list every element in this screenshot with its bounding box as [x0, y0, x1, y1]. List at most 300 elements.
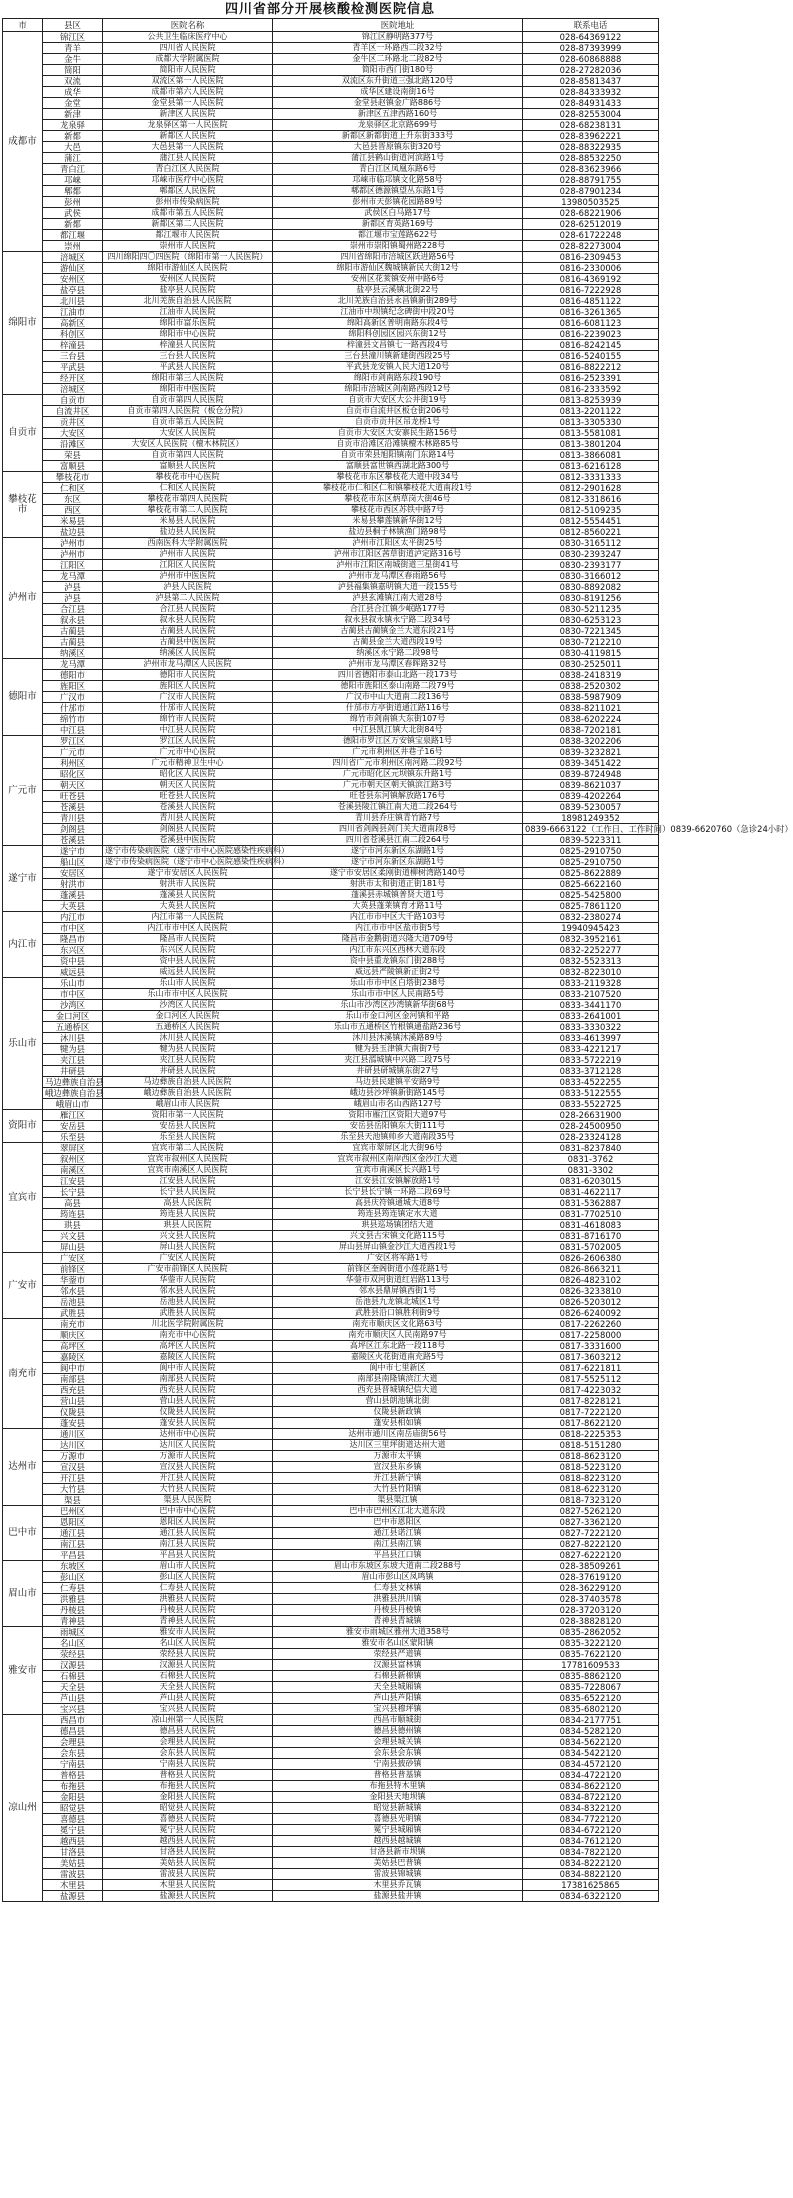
address-cell: 蓬安县相如镇 — [273, 1418, 523, 1429]
phone-cell: 0833-4522255 — [523, 1077, 659, 1088]
district-cell: 雨城区 — [43, 1627, 103, 1638]
hospital-cell: 开江县人民医院 — [103, 1473, 273, 1484]
table-row — [3, 296, 659, 307]
address-cell: 富顺县富世镇西湖北路300号 — [273, 461, 523, 472]
address-cell: 遂宁市河东新区东湖路1号 — [273, 846, 523, 857]
table-row — [3, 263, 659, 274]
table-row — [3, 1770, 659, 1781]
table-row — [3, 1176, 659, 1187]
district-cell: 昭化区 — [43, 769, 103, 780]
district-cell: 安州区 — [43, 274, 103, 285]
phone-cell: 0834-8822120 — [523, 1869, 659, 1880]
district-cell: 青川县 — [43, 813, 103, 824]
table-row — [3, 1165, 659, 1176]
phone-cell: 0833-4221217 — [523, 1044, 659, 1055]
district-cell: 昭觉县 — [43, 1803, 103, 1814]
hospital-cell: 宣汉县人民医院 — [103, 1462, 273, 1473]
table-row — [3, 758, 659, 769]
phone-cell: 0827-5262120 — [523, 1506, 659, 1517]
address-cell: 三台县潼川镇新建街西段25号 — [273, 351, 523, 362]
district-cell: 泸州市 — [43, 549, 103, 560]
address-cell: 武侯区白马路17号 — [273, 208, 523, 219]
district-cell: 长宁县 — [43, 1187, 103, 1198]
district-cell: 南江县 — [43, 1539, 103, 1550]
address-cell: 泸州市江阳区南城街道三星街41号 — [273, 560, 523, 571]
district-cell: 内江市 — [43, 912, 103, 923]
table-row — [3, 1825, 659, 1836]
table-row — [3, 1539, 659, 1550]
table-row — [3, 1638, 659, 1649]
city-cell: 攀枝花市 — [3, 472, 43, 538]
table-row — [3, 1671, 659, 1682]
address-cell: 平武县龙安镇人民大道120号 — [273, 362, 523, 373]
table-row — [3, 1715, 659, 1726]
hospital-cell: 成都大学附属医院 — [103, 54, 273, 65]
address-cell: 绵竹市剑南镇大东街107号 — [273, 714, 523, 725]
phone-cell: 0834-4722120 — [523, 1770, 659, 1781]
district-cell: 隆昌市 — [43, 934, 103, 945]
address-cell: 甘洛县新市坝镇 — [273, 1847, 523, 1858]
table-row — [3, 1374, 659, 1385]
address-cell: 什邡市方亭街道通江路116号 — [273, 703, 523, 714]
district-cell: 市中区 — [43, 989, 103, 1000]
address-cell: 峨眉山市名山西路127号 — [273, 1099, 523, 1110]
phone-cell: 0818-7323120 — [523, 1495, 659, 1506]
district-cell: 恩阳区 — [43, 1517, 103, 1528]
address-cell: 昭觉县新城镇 — [273, 1803, 523, 1814]
address-cell: 内江市市中区盐市街5号 — [273, 923, 523, 934]
phone-cell: 028-68221906 — [523, 208, 659, 219]
district-cell: 青羊 — [43, 43, 103, 54]
hospital-cell: 都江堰市人民医院 — [103, 230, 273, 241]
address-cell: 金阳县天地坝镇 — [273, 1792, 523, 1803]
address-cell: 西昌市顺城街 — [273, 1715, 523, 1726]
district-cell: 龙马潭 — [43, 571, 103, 582]
district-cell: 西区 — [43, 505, 103, 516]
phone-cell: 0830-7221345 — [523, 626, 659, 637]
phone-cell: 0816-2309453 — [523, 252, 659, 263]
address-cell: 攀枝花市东区攀枝花大道中段34号 — [273, 472, 523, 483]
phone-cell: 0830-8892082 — [523, 582, 659, 593]
table-row — [3, 934, 659, 945]
hospital-cell: 昭觉县人民医院 — [103, 1803, 273, 1814]
address-cell: 南充市顺庆区文化路63号 — [273, 1319, 523, 1330]
phone-cell: 0833-2119328 — [523, 978, 659, 989]
phone-cell: 0838-6202224 — [523, 714, 659, 725]
address-cell: 雅安市雨城区雅州大道358号 — [273, 1627, 523, 1638]
hospital-cell: 平昌县人民医院 — [103, 1550, 273, 1561]
table-row — [3, 1231, 659, 1242]
district-cell: 高新区 — [43, 318, 103, 329]
address-cell: 泸州市龙马潭区春晖路32号 — [273, 659, 523, 670]
table-row — [3, 142, 659, 153]
phone-cell: 0813-3305330 — [523, 417, 659, 428]
phone-cell: 0839-8724948 — [523, 769, 659, 780]
district-cell: 武侯 — [43, 208, 103, 219]
table-row — [3, 802, 659, 813]
hospital-cell: 仁和区人民医院 — [103, 483, 273, 494]
table-row — [3, 43, 659, 54]
address-cell: 乐山市市中区白塔街238号 — [273, 978, 523, 989]
address-cell: 绵阳市游仙区魏城镇新民大街12号 — [273, 263, 523, 274]
address-cell: 新都区育英路169号 — [273, 219, 523, 230]
phone-cell: 0834-7722120 — [523, 1814, 659, 1825]
table-row — [3, 1363, 659, 1374]
phone-cell: 0834-8222120 — [523, 1858, 659, 1869]
phone-cell: 0839-3232821 — [523, 747, 659, 758]
phone-cell: 0816-2333592 — [523, 384, 659, 395]
address-cell: 汉源县富林镇 — [273, 1660, 523, 1671]
district-cell: 兴文县 — [43, 1231, 103, 1242]
phone-cell: 0813-6216128 — [523, 461, 659, 472]
address-cell: 平昌县江口镇 — [273, 1550, 523, 1561]
hospital-cell: 自贡市第四人民医院（板仓分院） — [103, 406, 273, 417]
phone-cell: 0835-7622120 — [523, 1649, 659, 1660]
phone-cell: 028-84333932 — [523, 87, 659, 98]
table-row — [3, 1561, 659, 1572]
district-cell: 珙县 — [43, 1220, 103, 1231]
hospital-cell: 甘洛县人民医院 — [103, 1847, 273, 1858]
phone-cell: 0831-5702005 — [523, 1242, 659, 1253]
phone-cell: 028-83623966 — [523, 164, 659, 175]
phone-cell: 0830-2525011 — [523, 659, 659, 670]
city-cell: 内江市 — [3, 912, 43, 978]
hospital-cell: 彭州市传染病医院 — [103, 197, 273, 208]
address-cell: 四川省德阳市泰山北路一段173号 — [273, 670, 523, 681]
district-cell: 筠连县 — [43, 1209, 103, 1220]
phone-cell: 0827-7222120 — [523, 1528, 659, 1539]
district-cell: 南溪区 — [43, 1165, 103, 1176]
district-cell: 叙州区 — [43, 1154, 103, 1165]
hospital-cell: 江阳区人民医院 — [103, 560, 273, 571]
district-cell: 江油市 — [43, 307, 103, 318]
phone-cell: 0834-4572120 — [523, 1759, 659, 1770]
district-cell: 通川区 — [43, 1429, 103, 1440]
table-row — [3, 1385, 659, 1396]
table-row — [3, 1022, 659, 1033]
district-cell: 郫都 — [43, 186, 103, 197]
hospital-cell: 邛崃市医疗中心医院 — [103, 175, 273, 186]
phone-cell: 0833-5522725 — [523, 1099, 659, 1110]
hospital-cell: 平武县人民医院 — [103, 362, 273, 373]
hospital-cell: 马边彝族自治县人民医院 — [103, 1077, 273, 1088]
table-row — [3, 1869, 659, 1880]
phone-cell: 0826-6240092 — [523, 1308, 659, 1319]
district-cell: 达川区 — [43, 1440, 103, 1451]
phone-cell: 0830-6253123 — [523, 615, 659, 626]
hospital-cell: 犍为县人民医院 — [103, 1044, 273, 1055]
address-cell: 洪雅县洪川镇 — [273, 1594, 523, 1605]
table-row — [3, 1847, 659, 1858]
address-cell: 广元市昭化区元坝镇东升路1号 — [273, 769, 523, 780]
table-row — [3, 1066, 659, 1077]
phone-cell: 0825-7861120 — [523, 901, 659, 912]
phone-cell: 0833-2107520 — [523, 989, 659, 1000]
table-row — [3, 1462, 659, 1473]
address-cell: 前锋区奎阁街道小莲花路1号 — [273, 1264, 523, 1275]
address-cell: 邻水县鼎屏镇西街1号 — [273, 1286, 523, 1297]
hospital-cell: 珙县人民医院 — [103, 1220, 273, 1231]
address-cell: 青羊区一环路西二段32号 — [273, 43, 523, 54]
table-row — [3, 956, 659, 967]
hospital-cell: 隆昌市人民医院 — [103, 934, 273, 945]
phone-cell: 0834-5282120 — [523, 1726, 659, 1737]
table-row — [3, 1077, 659, 1088]
hospital-cell: 昭化区人民医院 — [103, 769, 273, 780]
table-row — [3, 307, 659, 318]
table-row — [3, 1319, 659, 1330]
district-cell: 新津 — [43, 109, 103, 120]
table-row — [3, 714, 659, 725]
address-cell: 苍溪县陵江镇江南大道二段264号 — [273, 802, 523, 813]
phone-cell: 028-36229120 — [523, 1583, 659, 1594]
table-row — [3, 692, 659, 703]
hospital-cell: 嘉陵区人民医院 — [103, 1352, 273, 1363]
district-cell: 广元市 — [43, 747, 103, 758]
phone-cell: 0830-2393177 — [523, 560, 659, 571]
table-row — [3, 1616, 659, 1627]
district-cell: 万源市 — [43, 1451, 103, 1462]
address-cell: 大英县蓬莱镇育才路11号 — [273, 901, 523, 912]
address-cell: 自贡市大安区大公井街19号 — [273, 395, 523, 406]
district-cell: 南部县 — [43, 1374, 103, 1385]
hospital-cell: 金阳县人民医院 — [103, 1792, 273, 1803]
phone-cell: 028-88322935 — [523, 142, 659, 153]
table-row — [3, 230, 659, 241]
hospital-cell: 会理县人民医院 — [103, 1737, 273, 1748]
address-cell: 绵阳科创园区园兴东街12号 — [273, 329, 523, 340]
table-row — [3, 98, 659, 109]
table-row — [3, 659, 659, 670]
hospital-cell: 自贡市第五人民医院 — [103, 417, 273, 428]
district-cell: 龙马潭 — [43, 659, 103, 670]
table-row — [3, 637, 659, 648]
phone-cell: 0839-4202264 — [523, 791, 659, 802]
address-cell: 渠县渠江镇 — [273, 1495, 523, 1506]
address-cell: 盐源县盐井镇 — [273, 1891, 523, 1902]
phone-cell: 0825-6622160 — [523, 879, 659, 890]
address-cell: 高坪区江东北路一段118号 — [273, 1341, 523, 1352]
district-cell: 叙永县 — [43, 615, 103, 626]
hospital-cell: 龙泉驿区第一人民医院 — [103, 120, 273, 131]
address-cell: 旺苍县东河镇解放路176号 — [273, 791, 523, 802]
hospital-cell: 宜宾市叙州区人民医院 — [103, 1154, 273, 1165]
hospital-cell: 大安区人民医院 — [103, 428, 273, 439]
district-cell: 嘉陵区 — [43, 1352, 103, 1363]
table-row — [3, 1154, 659, 1165]
city-cell: 德阳市 — [3, 659, 43, 736]
address-cell: 荥经县严道镇 — [273, 1649, 523, 1660]
address-cell: 乐山市五通桥区竹根镇通盐路236号 — [273, 1022, 523, 1033]
address-cell: 内江市市中区大千路103号 — [273, 912, 523, 923]
table-row — [3, 1495, 659, 1506]
table-row — [3, 1429, 659, 1440]
district-cell: 西昌市 — [43, 1715, 103, 1726]
district-cell: 武胜县 — [43, 1308, 103, 1319]
city-cell: 自贡市 — [3, 395, 43, 472]
table-row — [3, 340, 659, 351]
address-cell: 江安县江安镇解放路1号 — [273, 1176, 523, 1187]
phone-cell: 0826-8663211 — [523, 1264, 659, 1275]
phone-cell: 0833-4613997 — [523, 1033, 659, 1044]
hospital-cell: 通江县人民医院 — [103, 1528, 273, 1539]
table-row — [3, 1473, 659, 1484]
address-cell: 沐川县沐溪镇沐溪路89号 — [273, 1033, 523, 1044]
district-cell: 喜德县 — [43, 1814, 103, 1825]
table-row — [3, 681, 659, 692]
phone-cell: 0813-2201122 — [523, 406, 659, 417]
address-cell: 威远县严陵镇新正街2号 — [273, 967, 523, 978]
table-row — [3, 428, 659, 439]
table-row — [3, 1737, 659, 1748]
address-cell: 宜宾市翠屏区北大街96号 — [273, 1143, 523, 1154]
page-title: 四川省部分开展核酸检测医院信息 — [224, 2, 435, 17]
table-row — [3, 571, 659, 582]
district-cell: 甘洛县 — [43, 1847, 103, 1858]
address-cell: 德阳市罗江区万安镇宝泉路1号 — [273, 736, 523, 747]
phone-cell: 028-37403578 — [523, 1594, 659, 1605]
table-row — [3, 219, 659, 230]
table-row — [3, 1682, 659, 1693]
district-cell: 安居区 — [43, 868, 103, 879]
phone-cell: 0834-8322120 — [523, 1803, 659, 1814]
hospital-cell: 苍溪县中医医院 — [103, 835, 273, 846]
district-cell: 船山区 — [43, 857, 103, 868]
phone-cell: 0833-5122555 — [523, 1088, 659, 1099]
address-cell: 资阳市雁江区资阳大道97号 — [273, 1110, 523, 1121]
phone-cell: 0832-8223010 — [523, 967, 659, 978]
hospital-cell: 大安区人民医院（檀木林院区） — [103, 439, 273, 450]
district-cell: 涪城区 — [43, 252, 103, 263]
table-row — [3, 1748, 659, 1759]
hospital-cell: 筠连县人民医院 — [103, 1209, 273, 1220]
hospital-cell: 新都区人民医院 — [103, 131, 273, 142]
phone-cell: 0817-2262260 — [523, 1319, 659, 1330]
district-cell: 大竹县 — [43, 1484, 103, 1495]
district-cell: 彭州 — [43, 197, 103, 208]
hospital-cell: 乐山市市中区人民医院 — [103, 989, 273, 1000]
table-row — [3, 384, 659, 395]
city-cell: 巴中市 — [3, 1506, 43, 1561]
phone-cell: 0825-8622889 — [523, 868, 659, 879]
phone-cell: 0834-7822120 — [523, 1847, 659, 1858]
district-cell: 犍为县 — [43, 1044, 103, 1055]
address-cell: 广元市利州区井巷子16号 — [273, 747, 523, 758]
city-cell: 眉山市 — [3, 1561, 43, 1627]
district-cell: 五通桥区 — [43, 1022, 103, 1033]
district-cell: 新都 — [43, 131, 103, 142]
table-row — [3, 1759, 659, 1770]
phone-cell: 028-87393999 — [523, 43, 659, 54]
phone-cell: 0831-8237840 — [523, 1143, 659, 1154]
address-cell: 宜宾市南溪区长兴路1号 — [273, 1165, 523, 1176]
phone-cell: 0838-3202206 — [523, 736, 659, 747]
address-cell: 眉山市彭山区凤鸣镇 — [273, 1572, 523, 1583]
address-cell: 攀枝花市东区炳草岗大街46号 — [273, 494, 523, 505]
phone-cell: 0835-7228067 — [523, 1682, 659, 1693]
address-cell: 绵阳高新区普明南路东段4号 — [273, 318, 523, 329]
address-cell: 盐边县桐子林镇渔门路98号 — [273, 527, 523, 538]
phone-cell: 0839-6663122（工作日、工作时间）0839-6620760（急诊24小时） — [523, 824, 659, 835]
phone-cell: 0839-8621037 — [523, 780, 659, 791]
table-row — [3, 208, 659, 219]
address-cell: 四川省广元市利州区南河路二段92号 — [273, 758, 523, 769]
table-row — [3, 1880, 659, 1891]
district-cell: 丹棱县 — [43, 1605, 103, 1616]
address-cell: 西充县晋城镇纪信大道 — [273, 1385, 523, 1396]
phone-cell: 0816-6081123 — [523, 318, 659, 329]
district-cell: 富顺县 — [43, 461, 103, 472]
table-row — [3, 1396, 659, 1407]
address-cell: 雷波县锦城镇 — [273, 1869, 523, 1880]
district-cell: 双流 — [43, 76, 103, 87]
table-row — [3, 120, 659, 131]
table-row — [3, 725, 659, 736]
hospital-cell: 内江市市中区人民医院 — [103, 923, 273, 934]
address-cell: 锦江区静明路377号 — [273, 32, 523, 43]
table-row — [3, 1220, 659, 1231]
table-row — [3, 1726, 659, 1737]
hospital-cell: 威远县人民医院 — [103, 967, 273, 978]
hospital-cell: 广安区人民医院 — [103, 1253, 273, 1264]
address-cell: 成华区建设南街16号 — [273, 87, 523, 98]
address-cell: 雅安市名山区蒙阳镇 — [273, 1638, 523, 1649]
hospital-cell: 冕宁县人民医院 — [103, 1825, 273, 1836]
table-row — [3, 1594, 659, 1605]
table-row — [3, 472, 659, 483]
table-row — [3, 1000, 659, 1011]
address-cell: 华蓥市双河街道红岩路113号 — [273, 1275, 523, 1286]
hospital-cell: 攀枝花市第二人民医院 — [103, 505, 273, 516]
hospital-cell: 攀枝花市第四人民医院 — [103, 494, 273, 505]
table-row — [3, 1330, 659, 1341]
hospital-cell: 会东县人民医院 — [103, 1748, 273, 1759]
phone-cell: 0827-8222120 — [523, 1539, 659, 1550]
table-row — [3, 1814, 659, 1825]
table-row — [3, 604, 659, 615]
address-cell: 绵阳市剑南路东段190号 — [273, 373, 523, 384]
table-row — [3, 813, 659, 824]
district-cell: 涪城区 — [43, 384, 103, 395]
address-cell: 井研县研城镇东街27号 — [273, 1066, 523, 1077]
address-cell: 南部县南隆镇滨江大道 — [273, 1374, 523, 1385]
district-cell: 游仙区 — [43, 263, 103, 274]
hospital-cell: 屏山县人民医院 — [103, 1242, 273, 1253]
phone-cell: 0831-4622117 — [523, 1187, 659, 1198]
address-cell: 达州市通川区南岳庙街56号 — [273, 1429, 523, 1440]
hospital-cell: 江安县人民医院 — [103, 1176, 273, 1187]
district-cell: 前锋区 — [43, 1264, 103, 1275]
table-row — [3, 406, 659, 417]
table-row — [3, 1187, 659, 1198]
district-cell: 蓬溪县 — [43, 890, 103, 901]
address-cell: 自贡市贡井区吊龙桥1号 — [273, 417, 523, 428]
hospital-cell: 仁寿县人民医院 — [103, 1583, 273, 1594]
district-cell: 市中区 — [43, 923, 103, 934]
hospital-cell: 南江县人民医院 — [103, 1539, 273, 1550]
address-cell: 金牛区二环路北二段82号 — [273, 54, 523, 65]
table-row — [3, 1506, 659, 1517]
city-cell: 乐山市 — [3, 978, 43, 1110]
phone-cell: 0838-2418319 — [523, 670, 659, 681]
hospital-cell: 高县人民医院 — [103, 1198, 273, 1209]
table-row — [3, 1704, 659, 1715]
table-row — [3, 1891, 659, 1902]
hospital-cell: 西南医科大学附属医院 — [103, 538, 273, 549]
table-row — [3, 373, 659, 384]
phone-cell: 13980503525 — [523, 197, 659, 208]
address-cell: 四川省绵阳市涪城区跃进路56号 — [273, 252, 523, 263]
